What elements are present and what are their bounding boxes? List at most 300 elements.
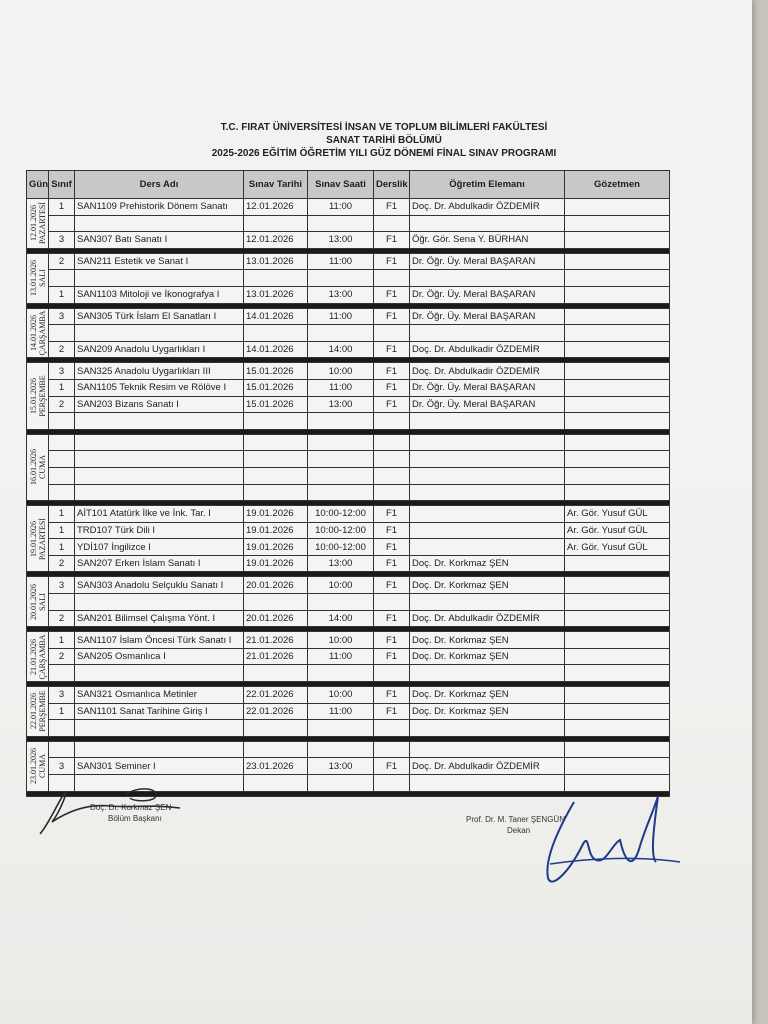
- signer-right-title: Dekan: [507, 826, 531, 835]
- class-cell: [49, 451, 75, 468]
- instructor-cell: Dr. Öğr. Üy. Meral BAŞARAN: [410, 308, 565, 325]
- room-cell: [374, 413, 410, 430]
- time-cell: 11:00: [308, 703, 374, 720]
- day-name: CUMA: [37, 455, 47, 480]
- class-cell: [49, 413, 75, 430]
- room-cell: F1: [374, 396, 410, 413]
- course-cell: SAN201 Bilimsel Çalışma Yönt. I: [75, 610, 244, 627]
- class-cell: 1: [49, 379, 75, 396]
- table-row: [27, 741, 670, 758]
- date-cell: [244, 741, 308, 758]
- table-row: [27, 467, 670, 484]
- date-cell: 13.01.2026: [244, 253, 308, 270]
- table-row: [27, 687, 670, 704]
- proctor-cell: [565, 555, 670, 572]
- table-row: [27, 665, 670, 682]
- table-row: [27, 632, 670, 649]
- instructor-cell: Doç. Dr. Korkmaz ŞEN: [410, 687, 565, 704]
- date-cell: [244, 215, 308, 232]
- course-cell: SAN1105 Teknik Resim ve Rölöve I: [75, 379, 244, 396]
- proctor-cell: Ar. Gör. Yusuf GÜL: [565, 539, 670, 556]
- course-cell: SAN1109 Prehistorik Dönem Sanatı: [75, 199, 244, 216]
- time-cell: [308, 594, 374, 611]
- day-name: CUMA: [37, 754, 47, 779]
- room-cell: F1: [374, 648, 410, 665]
- proctor-cell: [565, 413, 670, 430]
- time-cell: [308, 215, 374, 232]
- time-cell: 10:00: [308, 577, 374, 594]
- room-cell: F1: [374, 379, 410, 396]
- day-date: 19.01.2026: [28, 520, 38, 557]
- instructor-cell: Dr. Öğr. Üy. Meral BAŞARAN: [410, 253, 565, 270]
- program-title: 2025-2026 EĞİTİM ÖĞRETİM YILI GÜZ DÖNEMİ FİNAL SINAV PROGRAMI: [211, 148, 557, 159]
- time-cell: [308, 741, 374, 758]
- day-cell: [27, 363, 49, 429]
- course-cell: [75, 434, 244, 451]
- course-cell: [75, 484, 244, 501]
- table-row: [27, 648, 670, 665]
- course-cell: [75, 270, 244, 287]
- instructor-cell: [410, 539, 565, 556]
- time-cell: [308, 413, 374, 430]
- table-row: [27, 341, 670, 358]
- class-cell: 1: [49, 539, 75, 556]
- room-cell: [374, 665, 410, 682]
- col-header-instructor: Öğretim Elemanı: [410, 171, 565, 199]
- day-date: 15.01.2026: [28, 378, 38, 415]
- proctor-cell: [565, 308, 670, 325]
- day-cell: [27, 577, 49, 627]
- table-row: [27, 720, 670, 737]
- proctor-cell: [565, 270, 670, 287]
- room-cell: [374, 215, 410, 232]
- date-cell: 23.01.2026: [244, 758, 308, 775]
- time-cell: 11:00: [308, 199, 374, 216]
- course-cell: SAN1103 Mitoloji ve İkonografya I: [75, 286, 244, 303]
- course-cell: [75, 594, 244, 611]
- date-cell: 14.01.2026: [244, 308, 308, 325]
- room-cell: [374, 484, 410, 501]
- col-header-date: Sınav Tarihi: [244, 171, 308, 199]
- date-cell: [244, 434, 308, 451]
- time-cell: 10:00-12:00: [308, 522, 374, 539]
- day-name: ÇARŞAMBA: [37, 634, 47, 680]
- proctor-cell: [565, 577, 670, 594]
- instructor-cell: [410, 325, 565, 342]
- table-body: [27, 199, 670, 797]
- class-cell: 1: [49, 632, 75, 649]
- col-header-class: Sınıf: [49, 171, 75, 199]
- table-row: [27, 522, 670, 539]
- day-name: PAZARTESİ: [37, 202, 47, 245]
- course-cell: SAN209 Anadolu Uygarlıkları I: [75, 341, 244, 358]
- date-cell: 15.01.2026: [244, 379, 308, 396]
- class-cell: [49, 434, 75, 451]
- day-cell: [27, 687, 49, 737]
- instructor-cell: Doç. Dr. Abdulkadir ÖZDEMİR: [410, 341, 565, 358]
- room-cell: F1: [374, 286, 410, 303]
- date-cell: 15.01.2026: [244, 363, 308, 380]
- room-cell: [374, 594, 410, 611]
- time-cell: 13:00: [308, 396, 374, 413]
- course-cell: SAN1107 İslam Öncesi Türk Sanatı I: [75, 632, 244, 649]
- signer-left-title: Bölüm Başkanı: [108, 814, 162, 823]
- class-cell: 3: [49, 308, 75, 325]
- room-cell: F1: [374, 758, 410, 775]
- table-row: [27, 270, 670, 287]
- room-cell: [374, 270, 410, 287]
- room-cell: [374, 434, 410, 451]
- room-cell: [374, 325, 410, 342]
- instructor-cell: Doç. Dr. Abdulkadir ÖZDEMİR: [410, 199, 565, 216]
- class-cell: 2: [49, 396, 75, 413]
- day-cell: [27, 199, 49, 249]
- day-name: PERŞEMBE: [37, 375, 47, 417]
- instructor-cell: Doç. Dr. Korkmaz ŞEN: [410, 703, 565, 720]
- room-cell: F1: [374, 341, 410, 358]
- table-row: [27, 594, 670, 611]
- col-header-room: Derslik: [374, 171, 410, 199]
- instructor-cell: Doç. Dr. Korkmaz ŞEN: [410, 632, 565, 649]
- instructor-cell: [410, 665, 565, 682]
- proctor-cell: [565, 758, 670, 775]
- course-cell: [75, 325, 244, 342]
- time-cell: 13:00: [308, 758, 374, 775]
- table-row: [27, 703, 670, 720]
- class-cell: 2: [49, 341, 75, 358]
- class-cell: 1: [49, 286, 75, 303]
- proctor-cell: [565, 434, 670, 451]
- class-cell: 3: [49, 232, 75, 249]
- instructor-cell: [410, 434, 565, 451]
- instructor-cell: [410, 270, 565, 287]
- room-cell: [374, 775, 410, 792]
- date-cell: 21.01.2026: [244, 648, 308, 665]
- proctor-cell: [565, 632, 670, 649]
- date-cell: 15.01.2026: [244, 396, 308, 413]
- date-cell: 22.01.2026: [244, 687, 308, 704]
- instructor-cell: Doç. Dr. Korkmaz ŞEN: [410, 577, 565, 594]
- day-name: PERŞEMBE: [37, 690, 47, 733]
- time-cell: 10:00: [308, 363, 374, 380]
- instructor-cell: Doç. Dr. Korkmaz ŞEN: [410, 648, 565, 665]
- time-cell: 11:00: [308, 379, 374, 396]
- table-row: [27, 215, 670, 232]
- col-header-time: Sınav Saati: [308, 171, 374, 199]
- class-cell: 3: [49, 577, 75, 594]
- room-cell: F1: [374, 539, 410, 556]
- class-cell: [49, 665, 75, 682]
- course-cell: SAN321 Osmanlıca Metinler: [75, 687, 244, 704]
- table-row: [27, 232, 670, 249]
- table-row: [27, 555, 670, 572]
- date-cell: 13.01.2026: [244, 286, 308, 303]
- proctor-cell: [565, 665, 670, 682]
- col-header-proctor: Gözetmen: [565, 171, 670, 199]
- room-cell: F1: [374, 232, 410, 249]
- class-cell: [49, 741, 75, 758]
- time-cell: 13:00: [308, 232, 374, 249]
- room-cell: F1: [374, 703, 410, 720]
- class-cell: 3: [49, 363, 75, 380]
- department-title: SANAT TARİHİ BÖLÜMÜ: [326, 135, 442, 146]
- room-cell: F1: [374, 199, 410, 216]
- proctor-cell: [565, 720, 670, 737]
- time-cell: [308, 775, 374, 792]
- course-cell: SAN303 Anadolu Selçuklu Sanatı I: [75, 577, 244, 594]
- class-cell: [49, 720, 75, 737]
- table-row: [27, 484, 670, 501]
- time-cell: [308, 451, 374, 468]
- table-row: [27, 308, 670, 325]
- date-cell: 21.01.2026: [244, 632, 308, 649]
- course-cell: [75, 413, 244, 430]
- proctor-cell: Ar. Gör. Yusuf GÜL: [565, 522, 670, 539]
- class-cell: 1: [49, 506, 75, 523]
- proctor-cell: [565, 610, 670, 627]
- room-cell: F1: [374, 555, 410, 572]
- table-row: [27, 199, 670, 216]
- class-cell: 3: [49, 758, 75, 775]
- proctor-cell: [565, 467, 670, 484]
- course-cell: [75, 720, 244, 737]
- class-cell: 2: [49, 555, 75, 572]
- course-cell: SAN203 Bizans Sanatı I: [75, 396, 244, 413]
- table-row: [27, 434, 670, 451]
- table-row: [27, 758, 670, 775]
- proctor-cell: [565, 325, 670, 342]
- room-cell: F1: [374, 687, 410, 704]
- room-cell: F1: [374, 522, 410, 539]
- course-cell: SAN1101 Sanat Tarihine Giriş I: [75, 703, 244, 720]
- instructor-cell: Dr. Öğr. Üy. Meral BAŞARAN: [410, 379, 565, 396]
- instructor-cell: [410, 484, 565, 501]
- proctor-cell: [565, 341, 670, 358]
- time-cell: 11:00: [308, 648, 374, 665]
- date-cell: 19.01.2026: [244, 522, 308, 539]
- instructor-cell: [410, 467, 565, 484]
- date-cell: 19.01.2026: [244, 555, 308, 572]
- day-name: ÇARŞAMBA: [37, 310, 47, 356]
- date-cell: 20.01.2026: [244, 577, 308, 594]
- exam-schedule-table: [26, 170, 670, 797]
- class-cell: [49, 325, 75, 342]
- instructor-cell: Doç. Dr. Abdulkadir ÖZDEMİR: [410, 610, 565, 627]
- room-cell: F1: [374, 506, 410, 523]
- date-cell: [244, 325, 308, 342]
- table-row: [27, 396, 670, 413]
- instructor-cell: Doç. Dr. Korkmaz ŞEN: [410, 555, 565, 572]
- proctor-cell: [565, 451, 670, 468]
- time-cell: [308, 484, 374, 501]
- class-cell: [49, 215, 75, 232]
- proctor-cell: [565, 199, 670, 216]
- time-cell: [308, 270, 374, 287]
- day-date: 23.01.2026: [28, 748, 38, 785]
- course-cell: YDİ107 İngilizce I: [75, 539, 244, 556]
- day-name: PAZARTESİ: [37, 517, 47, 560]
- date-cell: [244, 270, 308, 287]
- proctor-cell: [565, 703, 670, 720]
- class-cell: 2: [49, 253, 75, 270]
- day-date: 16.01.2026: [28, 449, 38, 486]
- class-cell: 3: [49, 687, 75, 704]
- course-cell: [75, 451, 244, 468]
- day-name: SALI: [37, 592, 47, 611]
- instructor-cell: Doç. Dr. Abdulkadir ÖZDEMİR: [410, 758, 565, 775]
- signature-left: [30, 782, 190, 842]
- class-cell: 2: [49, 648, 75, 665]
- class-cell: [49, 467, 75, 484]
- class-cell: 1: [49, 703, 75, 720]
- table-row: [27, 325, 670, 342]
- time-cell: 10:00-12:00: [308, 506, 374, 523]
- proctor-cell: [565, 484, 670, 501]
- proctor-cell: [565, 396, 670, 413]
- day-date: 21.01.2026: [28, 638, 38, 675]
- day-date: 12.01.2026: [28, 205, 38, 242]
- class-cell: 1: [49, 522, 75, 539]
- day-date: 22.01.2026: [28, 693, 38, 730]
- instructor-cell: [410, 413, 565, 430]
- table-row: [27, 506, 670, 523]
- instructor-cell: [410, 741, 565, 758]
- signer-right-name: Prof. Dr. M. Taner ŞENGÜN: [466, 815, 565, 824]
- table-row: [27, 253, 670, 270]
- time-cell: [308, 434, 374, 451]
- day-name: SALI: [37, 269, 47, 288]
- table-row: [27, 379, 670, 396]
- date-cell: 20.01.2026: [244, 610, 308, 627]
- course-cell: [75, 215, 244, 232]
- date-cell: [244, 484, 308, 501]
- date-cell: 19.01.2026: [244, 539, 308, 556]
- proctor-cell: [565, 286, 670, 303]
- proctor-cell: [565, 594, 670, 611]
- proctor-cell: [565, 687, 670, 704]
- room-cell: F1: [374, 577, 410, 594]
- table-row: [27, 286, 670, 303]
- table-row: [27, 577, 670, 594]
- course-cell: [75, 665, 244, 682]
- instructor-cell: Öğr. Gör. Sena Y. BÜRHAN: [410, 232, 565, 249]
- day-date: 14.01.2026: [28, 314, 38, 351]
- time-cell: [308, 467, 374, 484]
- col-header-day: Gün: [27, 171, 49, 199]
- time-cell: 10:00: [308, 687, 374, 704]
- course-cell: SAN207 Erken İslam Sanatı I: [75, 555, 244, 572]
- date-cell: 19.01.2026: [244, 506, 308, 523]
- room-cell: F1: [374, 253, 410, 270]
- instructor-cell: Dr. Öğr. Üy. Meral BAŞARAN: [410, 286, 565, 303]
- date-cell: 14.01.2026: [244, 341, 308, 358]
- room-cell: F1: [374, 308, 410, 325]
- room-cell: [374, 451, 410, 468]
- class-cell: [49, 484, 75, 501]
- time-cell: 13:00: [308, 286, 374, 303]
- time-cell: [308, 325, 374, 342]
- proctor-cell: [565, 648, 670, 665]
- room-cell: [374, 720, 410, 737]
- date-cell: 12.01.2026: [244, 199, 308, 216]
- instructor-cell: [410, 506, 565, 523]
- time-cell: 13:00: [308, 555, 374, 572]
- instructor-cell: [410, 522, 565, 539]
- date-cell: [244, 720, 308, 737]
- time-cell: 14:00: [308, 341, 374, 358]
- date-cell: [244, 451, 308, 468]
- date-cell: 22.01.2026: [244, 703, 308, 720]
- room-cell: [374, 467, 410, 484]
- col-header-course: Ders Adı: [75, 171, 244, 199]
- day-cell: [27, 506, 49, 572]
- course-cell: SAN325 Anadolu Uygarlıkları III: [75, 363, 244, 380]
- table-row: [27, 451, 670, 468]
- instructor-cell: [410, 720, 565, 737]
- day-date: 20.01.2026: [28, 583, 38, 620]
- proctor-cell: Ar. Gör. Yusuf GÜL: [565, 506, 670, 523]
- class-cell: 2: [49, 610, 75, 627]
- date-cell: 12.01.2026: [244, 232, 308, 249]
- proctor-cell: [565, 741, 670, 758]
- date-cell: [244, 665, 308, 682]
- room-cell: F1: [374, 610, 410, 627]
- course-cell: SAN307 Batı Sanatı I: [75, 232, 244, 249]
- date-cell: [244, 413, 308, 430]
- date-cell: [244, 594, 308, 611]
- day-cell: [27, 632, 49, 682]
- course-cell: SAN301 Seminer I: [75, 758, 244, 775]
- course-cell: AİT101 Atatürk İlke ve İnk. Tar. I: [75, 506, 244, 523]
- instructor-cell: Dr. Öğr. Üy. Meral BAŞARAN: [410, 396, 565, 413]
- course-cell: SAN305 Türk İslam El Sanatları I: [75, 308, 244, 325]
- day-date: 13.01.2026: [28, 260, 38, 297]
- day-cell: [27, 434, 49, 500]
- time-cell: 14:00: [308, 610, 374, 627]
- room-cell: F1: [374, 363, 410, 380]
- instructor-cell: [410, 451, 565, 468]
- course-cell: SAN211 Estetik ve Sanat I: [75, 253, 244, 270]
- course-cell: [75, 741, 244, 758]
- proctor-cell: [565, 363, 670, 380]
- instructor-cell: [410, 594, 565, 611]
- faculty-title: T.C. FIRAT ÜNİVERSİTESİ İNSAN VE TOPLUM BİLİMLERİ FAKÜLTESİ: [220, 122, 548, 133]
- class-cell: [49, 594, 75, 611]
- proctor-cell: [565, 232, 670, 249]
- time-cell: [308, 720, 374, 737]
- time-cell: 10:00-12:00: [308, 539, 374, 556]
- table-row: [27, 413, 670, 430]
- day-cell: [27, 308, 49, 358]
- instructor-cell: Doç. Dr. Abdulkadir ÖZDEMİR: [410, 363, 565, 380]
- date-cell: [244, 775, 308, 792]
- proctor-cell: [565, 253, 670, 270]
- proctor-cell: [565, 215, 670, 232]
- signer-left-name: Doç. Dr. Korkmaz ŞEN: [90, 803, 172, 812]
- time-cell: 10:00: [308, 632, 374, 649]
- signature-right: [530, 786, 690, 896]
- proctor-cell: [565, 379, 670, 396]
- table-row: [27, 610, 670, 627]
- day-cell: [27, 253, 49, 303]
- time-cell: 11:00: [308, 253, 374, 270]
- instructor-cell: [410, 215, 565, 232]
- class-cell: 1: [49, 199, 75, 216]
- room-cell: F1: [374, 632, 410, 649]
- time-cell: 11:00: [308, 308, 374, 325]
- table-row: [27, 539, 670, 556]
- course-cell: [75, 467, 244, 484]
